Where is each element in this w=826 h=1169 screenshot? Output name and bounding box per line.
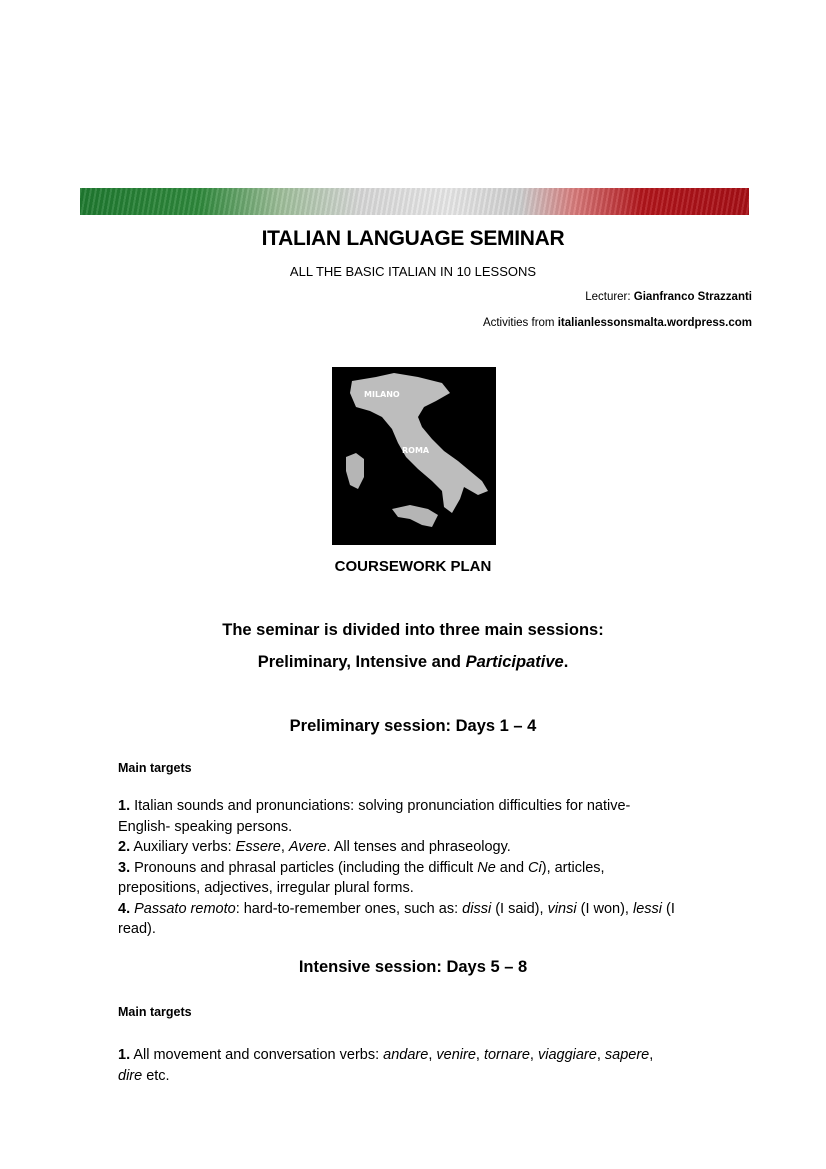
lecturer-line	[585, 291, 752, 303]
preliminary-targets-list	[118, 796, 698, 940]
list-item-continuation: prepositions, adjectives, irregular plural forms.	[118, 880, 414, 896]
list-item: 1. Italian sounds and pronunciations: solving pronunciation difficulties for native-	[118, 798, 631, 814]
intensive-session-heading: Intensive session: Days 5 – 8	[298, 958, 528, 976]
intro-line-2	[0, 653, 826, 672]
map-label-roma: ROMA	[402, 446, 430, 455]
intro-line-2-italic: Participative	[465, 653, 564, 671]
preliminary-session-heading: Preliminary session: Days 1 – 4	[289, 717, 537, 735]
list-item: 3. Pronouns and phrasal particles (including the difficult Ne and Ci), articles,	[118, 859, 605, 876]
list-item: 2. Auxiliary verbs: Essere, Avere. All tenses and phraseology.	[118, 839, 511, 855]
list-item-continuation: English- speaking persons.	[118, 818, 293, 835]
lecturer-label: Lecturer:	[585, 291, 634, 303]
document-subtitle: ALL THE BASIC ITALIAN IN 10 LESSONS	[289, 264, 537, 279]
coursework-plan-heading: COURSEWORK PLAN	[334, 558, 492, 575]
intro-line-1: The seminar is divided into three main sessions:	[222, 621, 604, 639]
document-title: ITALIAN LANGUAGE SEMINAR	[261, 227, 565, 250]
intro-line-2-end: .	[563, 653, 569, 671]
italian-flag-banner	[80, 188, 749, 215]
map-label-milano: MILANO	[364, 390, 400, 399]
lecturer-name: Gianfranco Strazzanti	[633, 291, 752, 303]
list-item: 1. All movement and conversation verbs: andare, venire, tornare, viaggiare, sapere,	[118, 1047, 654, 1063]
activities-site: italianlessonsmalta.wordpress.com	[557, 317, 752, 329]
italy-map-icon	[332, 367, 496, 545]
activities-label: Activities from	[482, 317, 558, 329]
intro-line-2-plain: Preliminary, Intensive and	[257, 653, 466, 671]
intensive-targets-label: Main targets	[118, 1005, 192, 1019]
italy-word-map-image	[332, 367, 496, 545]
list-item-continuation: dire etc.	[118, 1067, 170, 1084]
intensive-targets-list	[118, 1045, 698, 1086]
preliminary-targets-label: Main targets	[118, 761, 192, 775]
list-item: 4. Passato remoto: hard-to-remember ones, such as: dissi (I said), vinsi (I won), lessi (I	[118, 900, 675, 917]
activities-line	[483, 317, 752, 329]
list-item-continuation: read).	[118, 921, 156, 937]
